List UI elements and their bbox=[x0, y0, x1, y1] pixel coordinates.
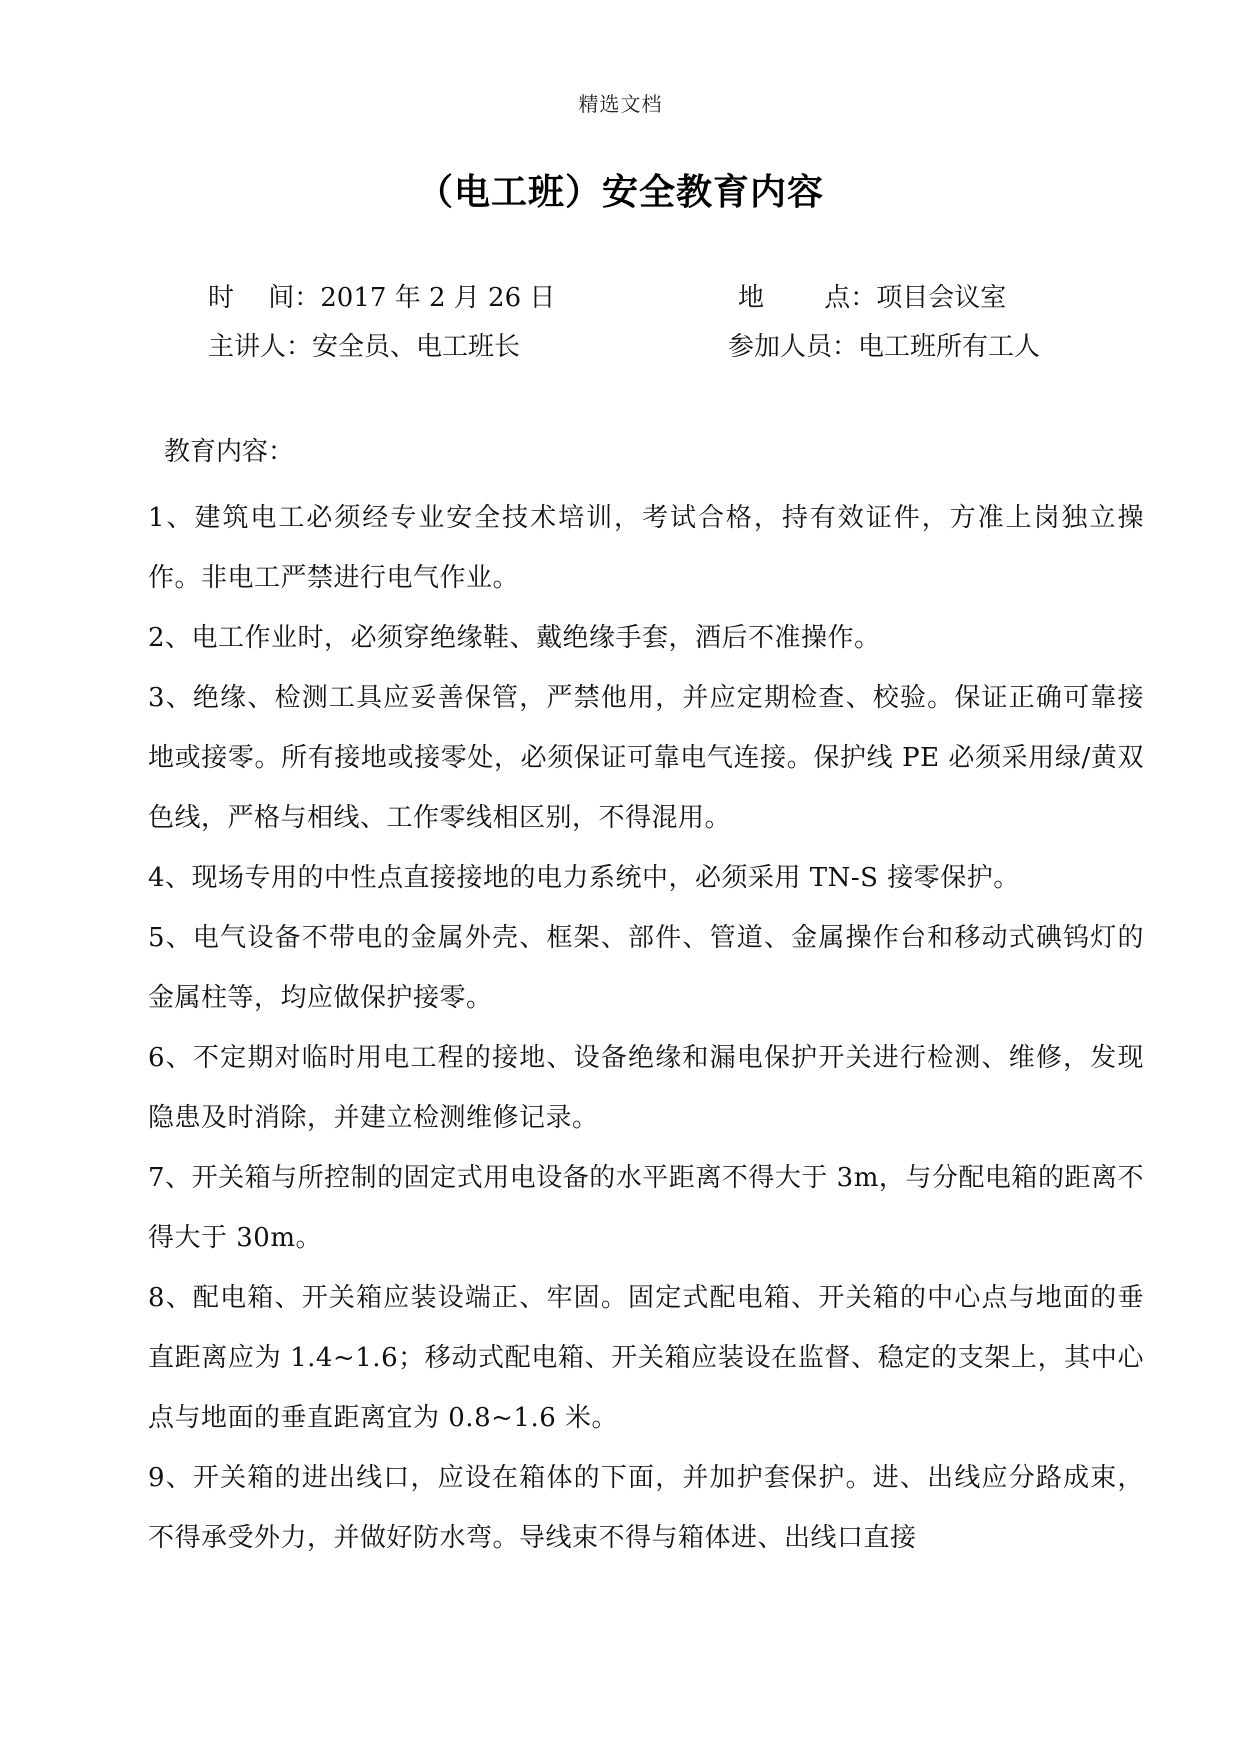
time-value: 2017 年 2 月 26 日 bbox=[320, 283, 556, 313]
content-item-1: 1、建筑电工必须经专业安全技术培训，考试合格，持有效证件，方准上岗独立操作。非电工严禁进行电气作业。 bbox=[148, 503, 1144, 593]
content-body bbox=[148, 488, 1144, 1568]
content-item-8: 8、配电箱、开关箱应装设端正、牢固。固定式配电箱、开关箱的中心点与地面的垂直距离应为 1.4~1.6；移动式配电箱、开关箱应装设在监督、稳定的支架上，其中心点与地面的垂直距离宜为 0.8~1.6 米。 bbox=[148, 1283, 1144, 1433]
content-item-3: 3、绝缘、检测工具应妥善保管，严禁他用，并应定期检查、校验。保证正确可靠接地或接零。所有接地或接零处，必须保证可靠电气连接。保护线 PE 必须采用绿/黄双色线，严格与相线、工作零线相区别，不得混用。 bbox=[148, 683, 1144, 833]
attendees-value: 电工班所有工人 bbox=[858, 332, 1041, 362]
speaker-value: 安全员、电工班长 bbox=[312, 332, 521, 362]
document-title: （电工班）安全教育内容 bbox=[416, 172, 824, 213]
content-item-6: 6、不定期对临时用电工程的接地、设备绝缘和漏电保护开关进行检测、维修，发现隐患及时消除，并建立检测维修记录。 bbox=[148, 1043, 1144, 1133]
speaker-label: 主讲人： bbox=[208, 332, 313, 362]
content-item-5: 5、电气设备不带电的金属外壳、框架、部件、管道、金属操作台和移动式碘钨灯的金属柱等，均应做保护接零。 bbox=[148, 923, 1144, 1013]
meta-place bbox=[738, 278, 1006, 318]
header-label: 精选文档 bbox=[578, 92, 663, 116]
meta-row-time-place bbox=[0, 278, 1241, 318]
place-label: 地 点： bbox=[738, 283, 877, 313]
place-value: 项目会议室 bbox=[876, 283, 1007, 313]
meta-speaker bbox=[208, 327, 520, 367]
content-item-9: 9、开关箱的进出线口，应设在箱体的下面，并加护套保护。进、出线应分路成束，不得承受外力，并做好防水弯。导线束不得与箱体进、出线口直接 bbox=[148, 1463, 1144, 1553]
content-heading: 教育内容： bbox=[164, 437, 295, 467]
meta-time bbox=[208, 278, 555, 318]
content-item-2: 2、电工作业时，必须穿绝缘鞋、戴绝缘手套，酒后不准操作。 bbox=[148, 623, 881, 653]
meta-row-speaker-attendees bbox=[0, 327, 1241, 367]
content-item-7: 7、开关箱与所控制的固定式用电设备的水平距离不得大于 3m，与分配电箱的距离不得大于 30m。 bbox=[148, 1163, 1144, 1253]
time-label: 时 间： bbox=[208, 283, 321, 313]
content-item-4: 4、现场专用的中性点直接接地的电力系统中，必须采用 TN-S 接零保护。 bbox=[148, 863, 1020, 893]
meta-attendees bbox=[728, 327, 1040, 367]
attendees-label: 参加人员： bbox=[728, 332, 859, 362]
